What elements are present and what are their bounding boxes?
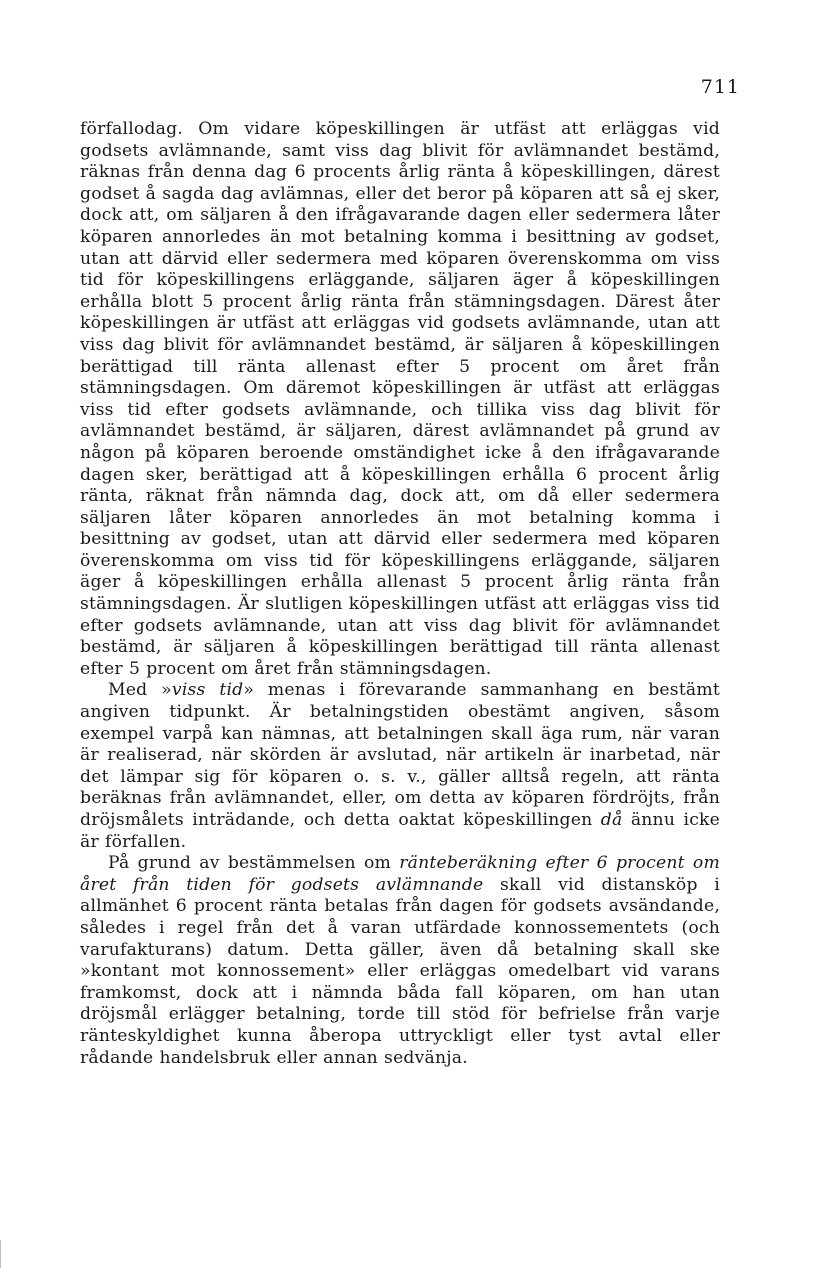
paragraph-3-segment-3: skall vid distansköp i allmänhet 6 procent ränta betalas från dagen för godsets avsändande, således i regel från det å varan utfärdade konnossementets (och varufakturans) datum. Detta gäller, även då betalning skall ske »kontant mot konnossement» eller erläggas omedelbart vid varans framkomst, dock att i nämnda båda fall köparen, om han utan dröjsmål erlägger betalning, torde till stöd för befrielse från varje ränteskyldighet kunna åberopa uttryckligt eller tyst avtal eller rådande handelsbruk eller annan sedvänja.: [80, 874, 720, 1068]
paragraph-2: [80, 680, 720, 853]
paragraph-1-text: förfallodag. Om vidare köpeskillingen är utfäst att erläggas vid godsets avlämnande, samt viss dag blivit för avlämnandet bestämd, räknas från denna dag 6 procents årlig ränta å köpeskillingen, därest godset å sagda dag avlämnas, eller det beror på köparen att så ej sker, dock att, om säljaren å den ifrågavarande dagen eller sedermera låter köparen annorledes än mot betalning komma i besittning av godset, utan att därvid eller sedermera med köparen överenskomma om viss tid för köpeskillingens erläggande, säljaren äger å köpeskillingen erhålla blott 5 procent årlig ränta från stämningsdagen. Därest åter köpeskillingen är utfäst att erläggas vid godsets avlämnande, utan att viss dag blivit för avlämnandet bestämd, är säljaren å köpeskillingen berättigad till ränta allenast efter 5 procent om året från stämningsdagen. Om däremot köpeskillingen är utfäst att erläggas viss tid efter godsets avlämnande, och tillika viss dag blivit för avlämnandet bestämd, är säljaren, därest avlämnandet på grund av någon på köparen beroende omständighet icke å den ifrågavarande dagen sker, berättigad att å köpeskillingen erhålla 6 procent årlig ränta, räknat från nämnda dag, dock att, om då eller sedermera säljaren låter köparen annorledes än mot betalning komma i besittning av godset, utan att därvid eller sedermera med köparen överenskomma om viss tid för köpeskillingens erläggande, säljaren äger å köpeskillingen erhålla allenast 5 procent årlig ränta från stämningsdagen. Är slutligen köpeskillingen utfäst att erläggas viss tid efter godsets avlämnande, utan att viss dag blivit för avlämnandet bestämd, är säljaren å köpeskillingen berättigad till ränta allenast efter 5 procent om året från stämningsdagen.: [80, 119, 720, 679]
paragraph-2-italic-viss-tid: viss tid: [171, 680, 244, 701]
paragraph-2-segment-3: » menas i förevarande sammanhang en bestämt angiven tidpunkt. Är betalningstiden obestämt angiven, såsom exempel varpå kan nämnas, att betalningen skall äga rum, när varan är realiserad, när skörden är avslutad, när artikeln är inarbetad, när det lämpar sig för köparen o. s. v., gäller alltså regeln, att ränta beräknas från avlämnandet, eller, om detta av köparen fördröjts, från dröjsmålets inträdande, och detta oaktat köpeskillingen: [80, 680, 720, 830]
page-number: 711: [700, 76, 740, 98]
body-text: [80, 119, 720, 1069]
paragraph-3-segment-1: På grund av bestämmelsen om: [108, 853, 400, 874]
paragraph-2-segment-1: Med »: [108, 680, 172, 701]
paragraph-2-italic-da: då: [600, 810, 623, 830]
scan-edge-mark: [0, 1240, 1, 1268]
paragraph-3-italic-phrase: ränteberäkning efter 6 procent om året från tiden för godsets avlämnande: [80, 853, 720, 895]
paragraph-1: [80, 119, 720, 680]
paragraph-3: [80, 853, 720, 1069]
paragraph-2-segment-5: ännu icke är förfallen.: [80, 810, 721, 852]
